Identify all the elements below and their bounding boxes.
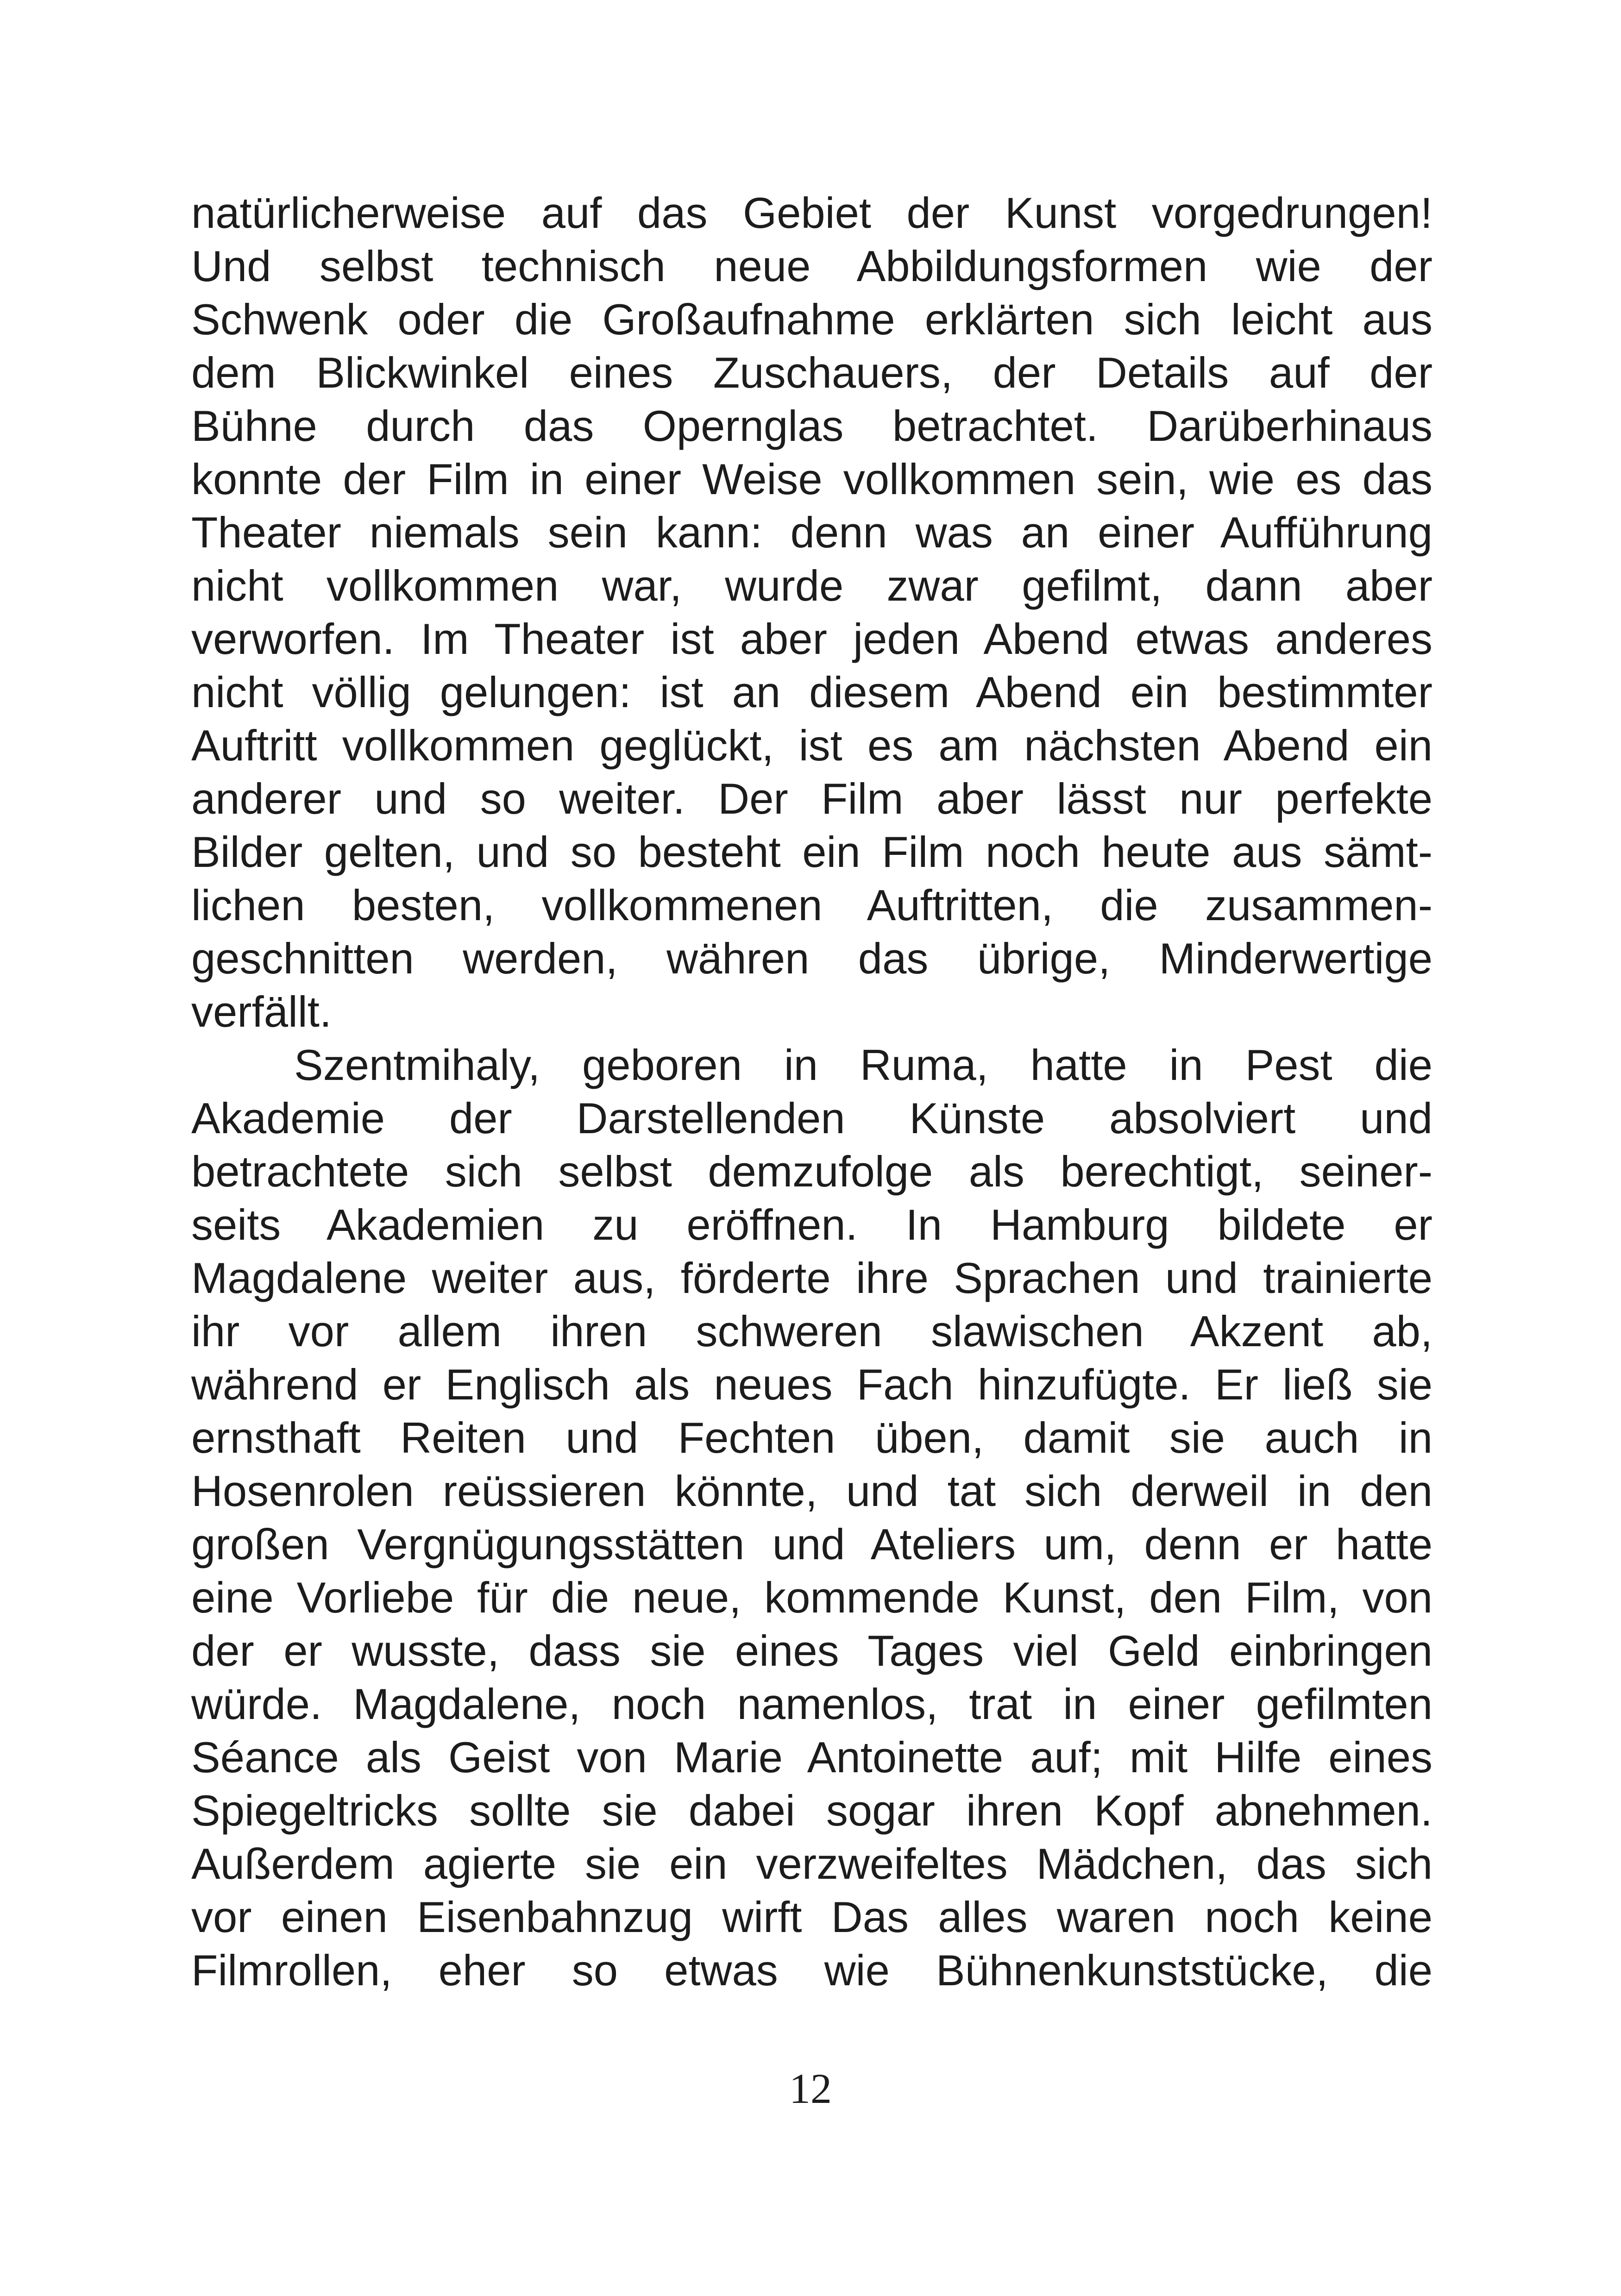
- paragraph-first-line: Szentmihaly, geboren in Ruma, hatte in Pest die: [294, 1041, 1433, 1089]
- text-line: Magdalene weiter aus, förderte ihre Sprachen und trainierte: [191, 1254, 1433, 1302]
- text-line: ihr vor allem ihren schweren slawischen Akzent ab,: [191, 1307, 1433, 1355]
- text-line: Und selbst technisch neue Abbildungsformen wie der: [191, 242, 1433, 290]
- text-line: eine Vorliebe für die neue, kommende Kunst, den Film, von: [191, 1573, 1433, 1622]
- text-line: natürlicherweise auf das Gebiet der Kunst vorgedrungen!: [191, 188, 1433, 237]
- text-line: verworfen. Im Theater ist aber jeden Abend etwas anderes: [191, 615, 1433, 663]
- text-line: Auftritt vollkommen geglückt, ist es am nächsten Abend ein: [191, 721, 1433, 770]
- text-line: konnte der Film in einer Weise vollkommen sein, wie es das: [191, 455, 1433, 503]
- text-line: Spiegeltricks sollte sie dabei sogar ihren Kopf abnehmen.: [191, 1786, 1433, 1835]
- text-line: geschnitten werden, währen das übrige, Minderwertige: [191, 934, 1433, 983]
- text-line: der er wusste, dass sie eines Tages viel Geld einbringen: [191, 1626, 1433, 1675]
- text-line: lichen besten, vollkommenen Auftritten, die zusammen-: [191, 881, 1433, 929]
- text-line: nicht vollkommen war, wurde zwar gefilmt, dann aber: [191, 561, 1433, 610]
- text-line: großen Vergnügungsstätten und Ateliers um, denn er hatte: [191, 1520, 1433, 1568]
- text-line: Filmrollen, eher so etwas wie Bühnenkunststücke, die: [191, 1946, 1433, 1995]
- text-line: Hosenrolen reüssieren könnte, und tat sich derweil in den: [191, 1467, 1433, 1515]
- text-line: Akademie der Darstellenden Künste absolviert und: [191, 1094, 1433, 1142]
- text-line: anderer und so weiter. Der Film aber lässt nur perfekte: [191, 774, 1433, 823]
- text-line: Bilder gelten, und so besteht ein Film noch heute aus sämt-: [191, 828, 1433, 876]
- text-line: während er Englisch als neues Fach hinzufügte. Er ließ sie: [191, 1360, 1433, 1409]
- text-line: würde. Magdalene, noch namenlos, trat in einer gefilmten: [191, 1680, 1433, 1728]
- text-line: Séance als Geist von Marie Antoinette auf; mit Hilfe eines: [191, 1733, 1433, 1782]
- text-line: Bühne durch das Opernglas betrachtet. Darüberhinaus: [191, 401, 1433, 450]
- text-line: vor einen Eisenbahnzug wirft Das alles waren noch keine: [191, 1893, 1433, 1941]
- text-line: nicht völlig gelungen: ist an diesem Abend ein bestimmter: [191, 668, 1433, 716]
- body-text: [191, 186, 1433, 1997]
- text-line: betrachtete sich selbst demzufolge als berechtigt, seiner-: [191, 1147, 1433, 1196]
- text-line: Schwenk oder die Großaufnahme erklärten sich leicht aus: [191, 295, 1433, 344]
- text-line: Außerdem agierte sie ein verzweifeltes Mädchen, das sich: [191, 1839, 1433, 1888]
- text-line: dem Blickwinkel eines Zuschauers, der Details auf der: [191, 348, 1433, 397]
- text-line: Theater niemals sein kann: denn was an einer Aufführung: [191, 508, 1433, 557]
- paragraph-end-line: verfällt.: [191, 987, 332, 1036]
- page-number: 12: [789, 2065, 832, 2112]
- text-line: ernsthaft Reiten und Fechten üben, damit sie auch in: [191, 1413, 1433, 1462]
- text-line: seits Akademien zu eröffnen. In Hamburg bildete er: [191, 1200, 1433, 1249]
